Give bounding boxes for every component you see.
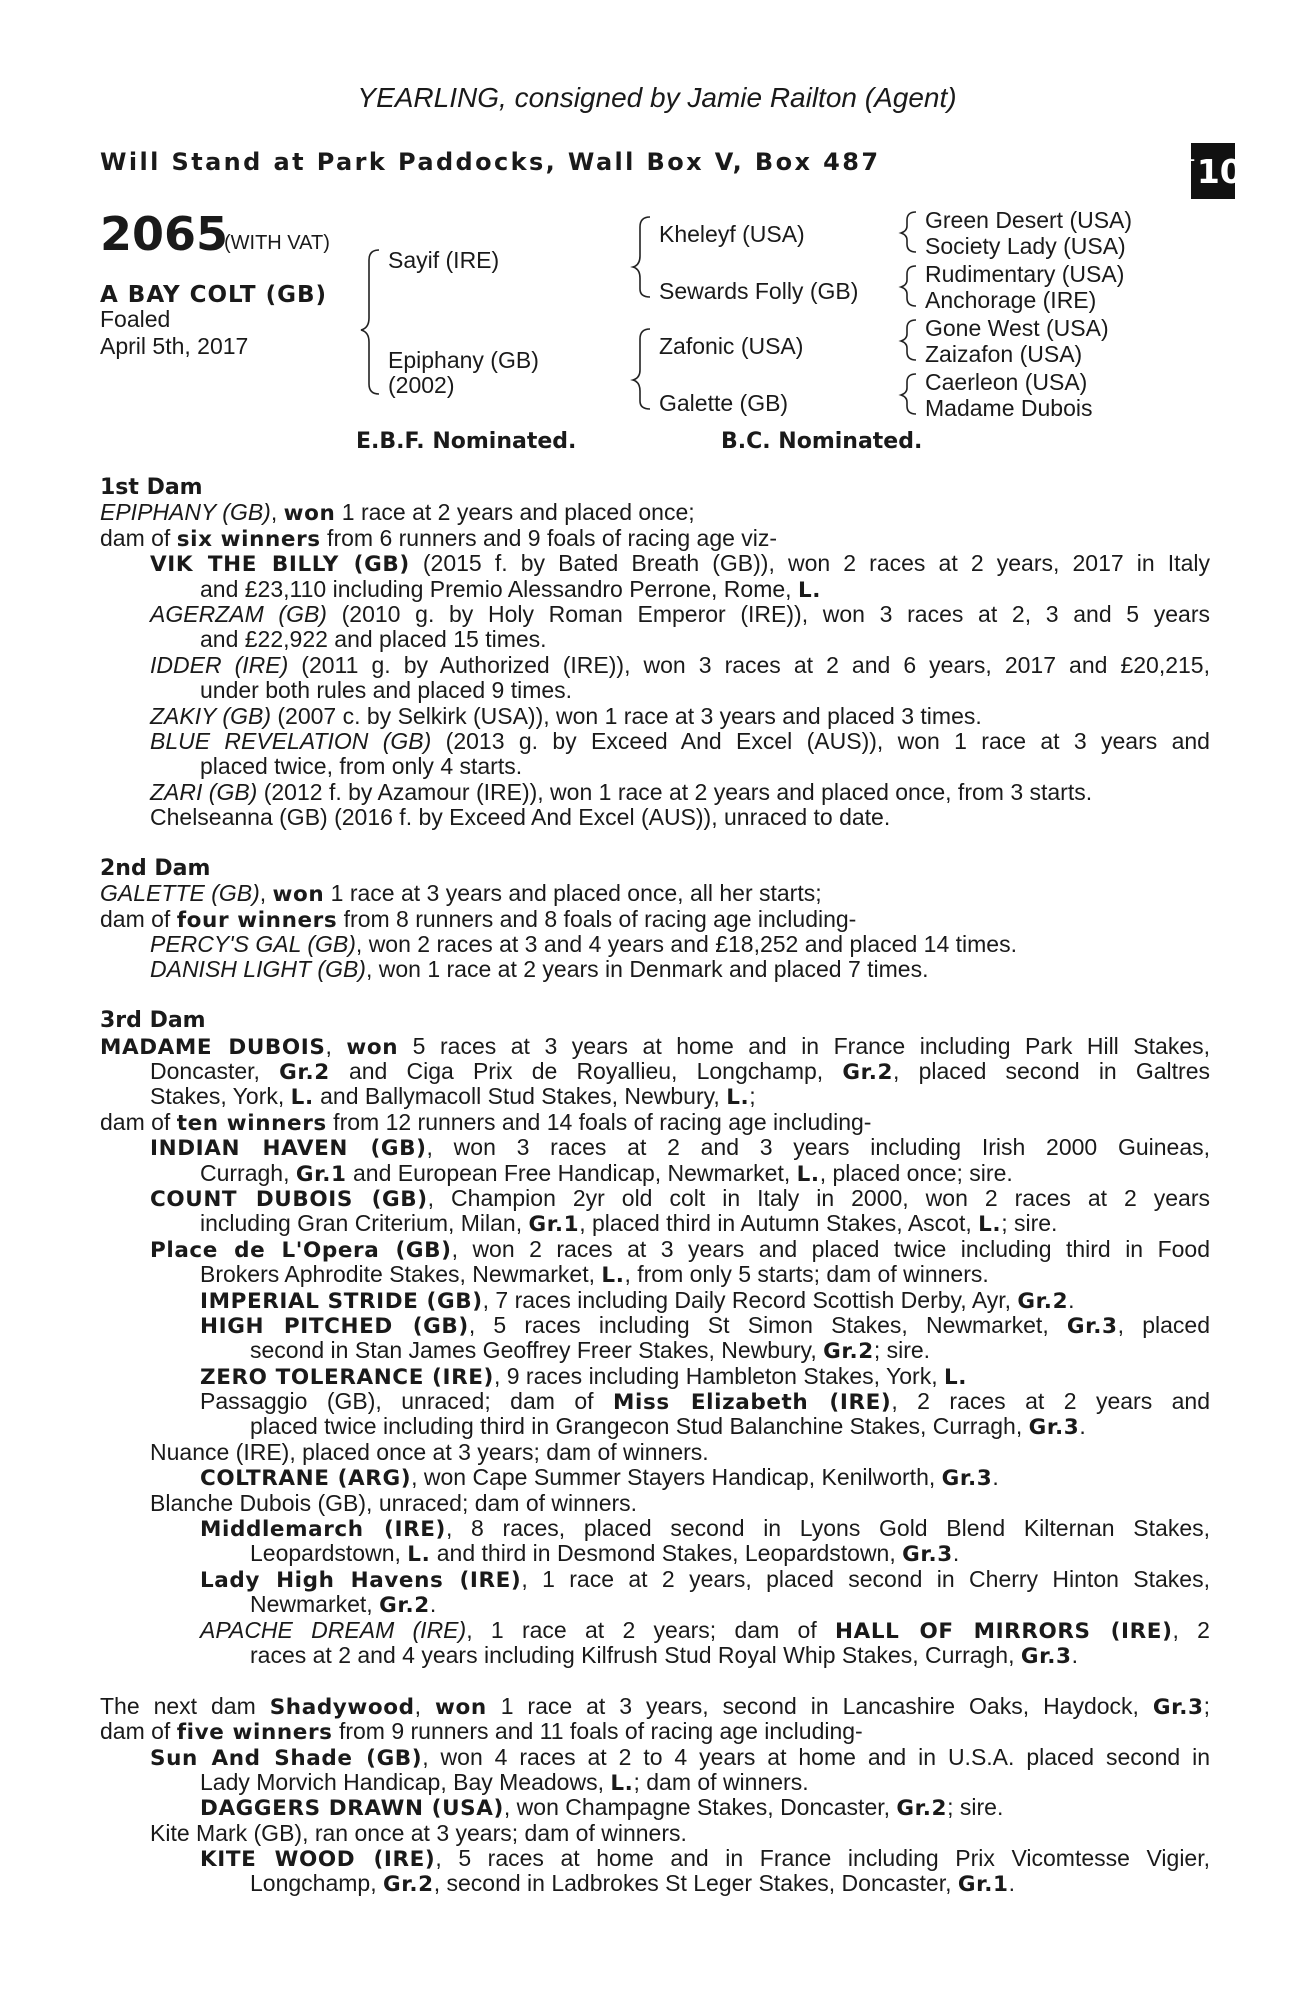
second-dam-heading: 2nd Dam: [100, 855, 211, 881]
next-dam-line: The next dam Shadywood, won 1 race at 3 years, second in Lancashire Oaks, Haydock, Gr.3;: [100, 1692, 1211, 1720]
produce-kite-mark: Kite Mark (GB), ran once at 3 years; dam of winners.: [150, 1819, 687, 1846]
location-line: Will Stand at Park Paddocks, Wall Box V, Box 487: [100, 148, 881, 176]
second-dam-produce-line: dam of four winners from 8 runners and 8 foals of racing age including-: [100, 905, 857, 933]
produce-place-de-lopera: Place de L'Opera (GB), won 2 races at 3 years and placed twice including third in Food: [150, 1235, 1210, 1263]
gen3-8: Madame Dubois: [925, 395, 1093, 421]
bracket-g34: [901, 266, 916, 306]
grandproduce-middlemarch: Middlemarch (IRE), 8 races, placed second in Lyons Gold Blend Kilternan Stakes,: [200, 1515, 1211, 1543]
grandproduce-daggers-drawn: DAGGERS DRAWN (USA), won Champagne Stakes, Doncaster, Gr.2; sire.: [200, 1794, 1004, 1822]
sire-name: Sayif (IRE): [388, 247, 500, 273]
produce-zakiy: ZAKIY (GB) (2007 c. by Selkirk (USA)), won 1 race at 3 years and placed 3 times.: [150, 702, 982, 729]
third-dam-line-2: Doncaster, Gr.2 and Ciga Prix de Royallieu, Longchamp, Gr.2, placed second in Galtres: [150, 1057, 1211, 1085]
produce-count-dubois-cont: including Gran Criterium, Milan, Gr.1, placed third in Autumn Stakes, Ascot, L.; sire.: [200, 1210, 1058, 1238]
produce-count-dubois: COUNT DUBOIS (GB), Champion 2yr old colt in Italy in 2000, won 2 races at 2 years: [150, 1184, 1211, 1212]
grandproduce-passaggio: Passaggio (GB), unraced; dam of Miss Elizabeth (IRE), 2 races at 2 years and: [200, 1388, 1211, 1416]
lot-number: 2065: [100, 207, 229, 261]
foaled-label: Foaled: [100, 306, 171, 332]
third-dam-heading: 3rd Dam: [100, 1008, 206, 1034]
first-dam-produce-line: dam of six winners from 6 runners and 9 foals of racing age viz-: [100, 524, 778, 552]
sire-dam: Sewards Folly (GB): [659, 278, 859, 304]
produce-agerzam: AGERZAM (GB) (2010 g. by Holy Roman Emperor (IRE)), won 3 races at 2, 3 and 5 years: [150, 600, 1211, 627]
ebf-nominated: E.B.F. Nominated.: [356, 429, 577, 454]
third-dam-produce-line: dam of ten winners from 12 runners and 14 foals of racing age including-: [100, 1108, 872, 1136]
third-dam-line: MADAME DUBOIS, won 5 races at 3 years at home and in France including Park Hill Stakes,: [100, 1032, 1211, 1060]
produce-indian-haven-cont: Curragh, Gr.1 and European Free Handicap, Newmarket, L., placed once; sire.: [200, 1159, 1013, 1187]
badge-number: 10: [1196, 151, 1243, 191]
lot-title: A BAY COLT (GB): [100, 282, 328, 308]
bracket-sire: [633, 217, 650, 297]
produce-place-de-lopera-cont: Brokers Aphrodite Stakes, Newmarket, L., from only 5 starts; dam of winners.: [200, 1261, 989, 1289]
produce-vik-the-billy-cont: and £23,110 including Premio Alessandro Perrone, Rome, L.: [200, 575, 822, 603]
produce-blue-revelation: BLUE REVELATION (GB) (2013 g. by Exceed And Excel (AUS)), won 1 race at 3 years and: [150, 727, 1210, 754]
dam-year: (2002): [388, 372, 455, 398]
gen3-1: Green Desert (USA): [925, 207, 1133, 233]
bracket-g56: [901, 320, 916, 360]
gen3-2: Society Lady (USA): [925, 233, 1126, 259]
produce-nuance: Nuance (IRE), placed once at 3 years; dam of winners.: [150, 1438, 709, 1465]
produce-chelseanna: Chelseanna (GB) (2016 f. by Exceed And Excel (AUS)), unraced to date.: [150, 804, 891, 831]
gen3-3: Rudimentary (USA): [925, 261, 1125, 287]
third-dam-line-3: Stakes, York, L. and Ballymacoll Stud Stakes, Newbury, L.;: [150, 1083, 756, 1111]
produce-blanche-dubois: Blanche Dubois (GB), unraced; dam of winners.: [150, 1489, 638, 1516]
produce-sun-and-shade: Sun And Shade (GB), won 4 races at 2 to 4 years at home and in U.S.A. placed second in: [150, 1743, 1210, 1771]
dam-sire: Zafonic (USA): [659, 333, 804, 359]
first-dam-heading: 1st Dam: [100, 475, 203, 500]
gen3-7: Caerleon (USA): [925, 369, 1088, 395]
produce-danish-light: DANISH LIGHT (GB), won 1 race at 2 years in Denmark and placed 7 times.: [150, 956, 929, 983]
grandproduce-imperial-stride: IMPERIAL STRIDE (GB), 7 races including Daily Record Scottish Derby, Ayr, Gr.2.: [200, 1286, 1075, 1314]
bracket-g12: [901, 212, 916, 252]
produce-idder: IDDER (IRE) (2011 g. by Authorized (IRE)), won 3 races at 2 and 6 years, 2017 and £20,215,: [150, 651, 1210, 678]
catalogue-body: [100, 475, 1210, 1897]
grandproduce-apache-dream: APACHE DREAM (IRE), 1 race at 2 years; dam of HALL OF MIRRORS (IRE), 2: [200, 1616, 1210, 1644]
produce-agerzam-cont: and £22,922 and placed 15 times.: [200, 626, 547, 653]
bracket-dam: [633, 329, 650, 409]
produce-zari: ZARI (GB) (2012 f. by Azamour (IRE)), won 1 race at 2 years and placed once, from 3 starts.: [150, 778, 1093, 805]
dam-name: Epiphany (GB): [388, 347, 539, 373]
grandproduce-middlemarch-cont: Leopardstown, L. and third in Desmond Stakes, Leopardstown, Gr.3.: [250, 1540, 960, 1568]
grandproduce-passaggio-cont: placed twice including third in Grangecon Stud Balanchine Stakes, Curragh, Gr.3.: [250, 1413, 1086, 1441]
vat-note: (WITH VAT): [224, 232, 330, 254]
produce-sun-and-shade-cont: Lady Morvich Handicap, Bay Meadows, L.; dam of winners.: [200, 1768, 809, 1796]
badge-plus: +: [1183, 151, 1196, 169]
produce-percys-gal: PERCY'S GAL (GB), won 2 races at 3 and 4 years and £18,252 and placed 14 times.: [150, 931, 1017, 958]
gen3-6: Zaizafon (USA): [925, 341, 1083, 367]
gen3-4: Anchorage (IRE): [925, 287, 1097, 313]
sire-sire: Kheleyf (USA): [659, 221, 805, 247]
grandproduce-zero-tolerance: ZERO TOLERANCE (IRE), 9 races including Hambleton Stakes, York, L.: [200, 1362, 968, 1390]
first-dam-line: EPIPHANY (GB), won 1 race at 2 years and placed once;: [100, 499, 695, 527]
grandproduce-lady-high-havens: Lady High Havens (IRE), 1 race at 2 years, placed second in Cherry Hinton Stakes,: [200, 1565, 1210, 1593]
produce-blue-revelation-cont: placed twice, from only 4 starts.: [200, 753, 523, 780]
dam-dam: Galette (GB): [659, 390, 789, 416]
next-dam-produce-line: dam of five winners from 9 runners and 11 foals of racing age including-: [100, 1718, 863, 1746]
foaled-date: April 5th, 2017: [100, 333, 249, 359]
grandproduce-high-pitched-cont: second in Stan James Geoffrey Freer Stakes, Newbury, Gr.2; sire.: [250, 1337, 931, 1365]
bracket-gen1: [361, 250, 379, 394]
grandproduce-kite-wood-cont: Longchamp, Gr.2, second in Ladbrokes St Leger Stakes, Doncaster, Gr.1.: [250, 1870, 1016, 1898]
grandproduce-coltrane: COLTRANE (ARG), won Cape Summer Stayers Handicap, Kenilworth, Gr.3.: [200, 1464, 999, 1492]
grandproduce-lady-high-havens-cont: Newmarket, Gr.2.: [250, 1591, 437, 1619]
gen3-5: Gone West (USA): [925, 315, 1109, 341]
consignment-heading: YEARLING, consigned by Jamie Railton (Agent): [357, 82, 957, 113]
bc-nominated: B.C. Nominated.: [721, 429, 923, 454]
produce-vik-the-billy: VIK THE BILLY (GB) (2015 f. by Bated Breath (GB)), won 2 races at 2 years, 2017 in Italy: [150, 550, 1210, 578]
produce-indian-haven: INDIAN HAVEN (GB), won 3 races at 2 and 3 years including Irish 2000 Guineas,: [150, 1134, 1210, 1162]
produce-idder-cont: under both rules and placed 9 times.: [200, 677, 573, 704]
grandproduce-apache-dream-cont: races at 2 and 4 years including Kilfrush Stud Royal Whip Stakes, Curragh, Gr.3.: [250, 1641, 1078, 1669]
grandproduce-high-pitched: HIGH PITCHED (GB), 5 races including St Simon Stakes, Newmarket, Gr.3, placed: [200, 1311, 1210, 1339]
bracket-g78: [901, 374, 916, 414]
grandproduce-kite-wood: KITE WOOD (IRE), 5 races at home and in France including Prix Vicomtesse Vigier,: [200, 1845, 1210, 1873]
second-dam-line: GALETTE (GB), won 1 race at 3 years and placed once, all her starts;: [100, 880, 822, 908]
